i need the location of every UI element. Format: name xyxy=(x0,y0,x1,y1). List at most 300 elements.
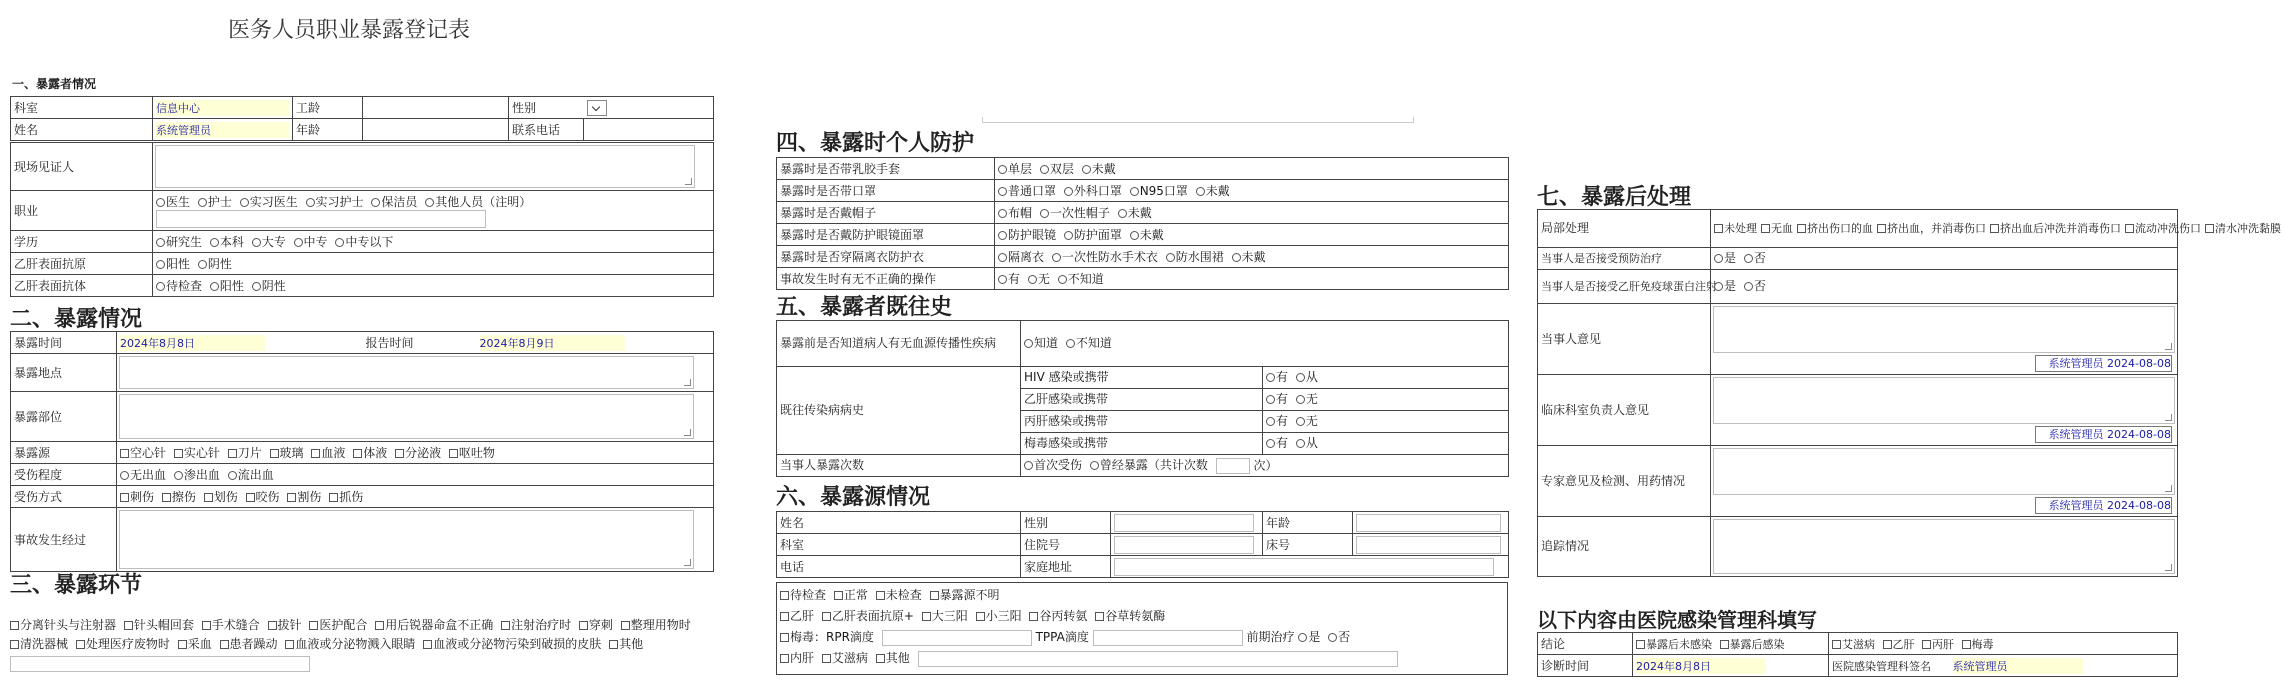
src-gender-input[interactable] xyxy=(1114,514,1254,532)
vaccine-label: 当事人是否接受乙肝免疫球蛋白注射 xyxy=(1538,270,1711,304)
radio-icon xyxy=(210,282,219,291)
exposed-person-table-2 xyxy=(10,142,714,297)
edu-option[interactable]: 中专以下 xyxy=(335,233,393,250)
source-option[interactable]: 玻璃 xyxy=(270,444,304,461)
degree-option[interactable]: 无出血 xyxy=(120,466,166,483)
dept-field[interactable] xyxy=(153,97,293,119)
checkbox-icon xyxy=(501,621,510,630)
history-option[interactable]: 有 xyxy=(1266,414,1288,429)
test-option[interactable]: 正常 xyxy=(834,585,868,606)
test-option[interactable]: 待检查 xyxy=(780,585,826,606)
src-age-label: 年龄 xyxy=(1263,512,1353,534)
checkbox-icon xyxy=(204,493,213,502)
followup-label: 追踪情况 xyxy=(1538,517,1711,577)
checkbox-icon xyxy=(449,449,458,458)
radio-icon xyxy=(198,260,207,269)
test-option[interactable]: 暴露源不明 xyxy=(930,585,1000,606)
dept-head-label: 临床科室负责人意见 xyxy=(1538,375,1711,446)
protection-option[interactable]: 无 xyxy=(1028,270,1050,287)
history-option[interactable]: 从 xyxy=(1296,436,1318,451)
history-table xyxy=(776,320,1509,477)
test-option[interactable]: 乙肝 xyxy=(780,606,814,627)
preventive-option[interactable]: 是 xyxy=(1714,251,1736,266)
local-option[interactable]: 挤出伤口的血 xyxy=(1797,222,1873,236)
tppa-label: TPPA滴度 xyxy=(1035,630,1089,644)
checkbox-icon xyxy=(246,493,255,502)
radio-icon xyxy=(998,187,1007,196)
checkbox-icon xyxy=(228,449,237,458)
step-option[interactable]: 医护配合 xyxy=(309,616,367,635)
count-label: 当事人暴露次数 xyxy=(777,455,1021,477)
sign-label: 医院感染管理科签名 xyxy=(1832,659,1931,673)
protection-options xyxy=(995,180,1509,202)
radio-icon xyxy=(252,282,261,291)
protection-option[interactable]: 防水围裙 xyxy=(1166,248,1224,265)
disease-option[interactable]: 梅毒 xyxy=(1962,636,1994,652)
protection-option[interactable]: 一次性防水手术衣 xyxy=(1052,248,1158,265)
section-1-heading: 一、暴露者情况 xyxy=(12,77,97,91)
local-options xyxy=(1711,210,2281,248)
protection-label: 暴露时是否戴帽子 xyxy=(777,202,995,224)
degree-option[interactable]: 渗出血 xyxy=(174,466,220,483)
time-label: 暴露时间 xyxy=(11,332,117,354)
protection-options xyxy=(995,268,1509,290)
protection-option[interactable]: 未戴 xyxy=(1196,182,1230,199)
job-other-input[interactable] xyxy=(156,210,486,228)
expert-field[interactable] xyxy=(1711,446,2178,517)
age-field[interactable] xyxy=(363,119,509,141)
checkbox-icon xyxy=(1883,640,1892,649)
checkbox-icon xyxy=(922,612,931,621)
result-option[interactable]: 暴露后感染 xyxy=(1720,636,1785,652)
result-label: 结论 xyxy=(1538,633,1633,655)
sign-cell xyxy=(1829,655,2178,677)
test-option[interactable]: 小三阳 xyxy=(976,606,1022,627)
expert-label: 专家意见及检测、用药情况 xyxy=(1538,446,1711,517)
checkbox-icon xyxy=(976,612,985,621)
count-options xyxy=(1021,455,1509,477)
mode-option[interactable]: 割伤 xyxy=(287,488,321,505)
opinion-label: 当事人意见 xyxy=(1538,304,1711,375)
treated-option[interactable]: 是 xyxy=(1298,627,1320,648)
protection-option[interactable]: N95口罩 xyxy=(1130,182,1188,199)
radio-icon xyxy=(1090,461,1099,470)
opinion-textarea[interactable] xyxy=(1713,306,2175,353)
test-option[interactable]: 内肝 xyxy=(780,648,814,669)
followup-field[interactable] xyxy=(1711,517,2178,577)
hbsag-option[interactable]: 阳性 xyxy=(156,255,190,272)
protection-option[interactable]: 双层 xyxy=(1040,160,1074,177)
protection-option[interactable]: 一次性帽子 xyxy=(1040,204,1110,221)
radio-icon xyxy=(1296,395,1305,404)
name-value: 系统管理员 xyxy=(156,122,289,138)
syphilis-option[interactable]: 梅毒：RPR滴度 xyxy=(780,627,874,648)
time-field[interactable] xyxy=(117,332,363,354)
radio-icon xyxy=(1232,253,1241,262)
local-option[interactable]: 挤出血，并消毒伤口 xyxy=(1877,222,1986,236)
phone-field[interactable] xyxy=(584,119,714,141)
checkbox-icon xyxy=(609,640,618,649)
checkbox-icon xyxy=(311,449,320,458)
src-address-input[interactable] xyxy=(1114,558,1494,576)
post-exposure-table xyxy=(1537,209,2281,577)
protection-option[interactable]: 有 xyxy=(998,270,1020,287)
mode-option[interactable]: 擦伤 xyxy=(162,488,196,505)
step-option[interactable]: 采血 xyxy=(178,635,212,654)
test-option[interactable]: 艾滋病 xyxy=(822,648,868,669)
disease-option[interactable]: 丙肝 xyxy=(1922,636,1954,652)
radio-icon xyxy=(998,209,1007,218)
seniority-field[interactable] xyxy=(363,97,509,119)
test-option[interactable]: 其他 xyxy=(876,648,910,669)
protection-option[interactable]: 布帽 xyxy=(998,204,1032,221)
result-options xyxy=(1633,633,1829,655)
checkbox-icon xyxy=(220,640,229,649)
report-value: 2024年8月9日 xyxy=(480,335,625,351)
report-field[interactable] xyxy=(477,332,714,354)
followup-textarea[interactable] xyxy=(1713,519,2175,574)
gender-label: 性别 xyxy=(509,97,584,119)
radio-icon xyxy=(1328,633,1337,642)
test-option[interactable]: 大三阳 xyxy=(922,606,968,627)
witness-field[interactable] xyxy=(153,143,714,191)
dept-head-signature: 系统管理员 2024-08-08 xyxy=(2035,426,2172,443)
process-textarea[interactable] xyxy=(119,510,694,569)
src-age-field[interactable] xyxy=(1353,512,1509,534)
witness-textarea[interactable] xyxy=(155,145,695,188)
count-option[interactable]: 曾经暴露（共计次数 xyxy=(1090,458,1208,473)
step-option[interactable]: 其他 xyxy=(609,635,643,654)
radio-icon xyxy=(998,253,1007,262)
disease-option[interactable]: 乙肝 xyxy=(1883,636,1915,652)
radio-icon xyxy=(306,198,315,207)
src-inpatient-field[interactable] xyxy=(1111,534,1263,556)
checkbox-icon xyxy=(1720,640,1729,649)
job-option[interactable]: 实习护士 xyxy=(306,193,364,210)
step-other-input[interactable] xyxy=(10,656,310,672)
src-bed-field[interactable] xyxy=(1353,534,1509,556)
source-option[interactable]: 血液 xyxy=(311,444,345,461)
treated-option[interactable]: 否 xyxy=(1328,627,1350,648)
checkbox-icon xyxy=(120,493,129,502)
hbsab-option[interactable]: 待检查 xyxy=(156,277,202,294)
source-label: 暴露源 xyxy=(11,442,117,464)
protection-option[interactable]: 隔离衣 xyxy=(998,248,1044,265)
radio-icon xyxy=(1028,275,1037,284)
mode-option[interactable]: 咬伤 xyxy=(246,488,280,505)
step-option[interactable]: 注射治疗时 xyxy=(501,616,571,635)
infection-control-table xyxy=(1537,632,2178,677)
local-option[interactable]: 无血 xyxy=(1761,222,1793,236)
other-input[interactable] xyxy=(918,651,1398,667)
history-item-options xyxy=(1263,389,1509,411)
checkbox-icon xyxy=(2125,224,2134,233)
history-option[interactable]: 有 xyxy=(1266,392,1288,407)
part-label: 暴露部位 xyxy=(11,392,117,442)
history-item-label: 梅毒感染或携带 xyxy=(1021,433,1263,455)
checkbox-icon xyxy=(162,493,171,502)
checkbox-icon xyxy=(780,591,789,600)
step-option[interactable]: 针头帽回套 xyxy=(124,616,194,635)
step-option[interactable]: 血液或分泌物污染到破损的皮肤 xyxy=(423,635,601,654)
q1-option[interactable]: 不知道 xyxy=(1066,336,1112,351)
dept-label: 科室 xyxy=(11,97,153,119)
history-option[interactable]: 有 xyxy=(1266,370,1288,385)
diag-date-field[interactable] xyxy=(1633,655,1829,677)
history-label: 既往传染病病史 xyxy=(777,367,1021,455)
hbsag-options xyxy=(153,253,714,275)
protection-option[interactable]: 防护面罩 xyxy=(1064,226,1122,243)
source-option[interactable]: 体液 xyxy=(353,444,387,461)
step-option[interactable]: 手术缝合 xyxy=(202,616,260,635)
radio-icon xyxy=(210,238,219,247)
radio-icon xyxy=(1082,165,1091,174)
step-option[interactable]: 分离针头与注射器 xyxy=(10,616,116,635)
step-option[interactable]: 患者躁动 xyxy=(220,635,278,654)
radio-icon xyxy=(252,238,261,247)
divider xyxy=(982,117,1414,123)
checkbox-icon xyxy=(930,591,939,600)
protection-option[interactable]: 未戴 xyxy=(1118,204,1152,221)
source-tests xyxy=(776,582,1508,675)
sign-value[interactable]: 系统管理员 xyxy=(1953,658,2083,674)
radio-icon xyxy=(156,282,165,291)
src-bed-input[interactable] xyxy=(1356,536,1501,554)
expert-signature: 系统管理员 2024-08-08 xyxy=(2035,497,2172,514)
report-label: 报告时间 xyxy=(363,332,477,354)
source-option[interactable]: 空心针 xyxy=(120,444,166,461)
source-option[interactable]: 呕吐物 xyxy=(449,444,495,461)
degree-options xyxy=(117,464,714,486)
src-address-field[interactable] xyxy=(1111,556,1509,578)
checkbox-icon xyxy=(1877,224,1886,233)
protection-table xyxy=(776,157,1509,290)
test-option[interactable]: 谷丙转氨 xyxy=(1029,606,1087,627)
radio-icon xyxy=(998,165,1007,174)
radio-icon xyxy=(1266,373,1275,382)
history-option[interactable]: 有 xyxy=(1266,436,1288,451)
radio-icon xyxy=(1296,439,1305,448)
checkbox-icon xyxy=(780,654,789,663)
radio-icon xyxy=(1064,187,1073,196)
checkbox-icon xyxy=(1714,224,1723,233)
result-option[interactable]: 暴露后未感染 xyxy=(1636,636,1712,652)
edu-option[interactable]: 中专 xyxy=(294,233,328,250)
gender-select[interactable] xyxy=(584,97,714,119)
radio-icon xyxy=(198,198,207,207)
page-title: 医务人员职业暴露登记表 xyxy=(228,18,471,43)
checkbox-icon xyxy=(270,449,279,458)
checkbox-icon xyxy=(395,449,404,458)
radio-icon xyxy=(1266,439,1275,448)
degree-label: 受伤程度 xyxy=(11,464,117,486)
witness-label: 现场见证人 xyxy=(11,143,153,191)
protection-label: 事故发生时有无不正确的操作 xyxy=(777,268,995,290)
radio-icon xyxy=(240,198,249,207)
src-bed-label: 床号 xyxy=(1263,534,1353,556)
hbsab-option[interactable]: 阴性 xyxy=(252,277,286,294)
step-option[interactable]: 穿刺 xyxy=(579,616,613,635)
place-field[interactable] xyxy=(117,354,714,392)
dept-head-field[interactable] xyxy=(1711,375,2178,446)
history-item-options xyxy=(1263,367,1509,389)
hbsab-options xyxy=(153,275,714,297)
opinion-field[interactable] xyxy=(1711,304,2178,375)
count-input[interactable] xyxy=(1216,458,1250,474)
edu-option[interactable]: 大专 xyxy=(252,233,286,250)
part-textarea[interactable] xyxy=(119,394,694,439)
local-option[interactable]: 清水冲洗黏膜 xyxy=(2205,222,2281,236)
expert-textarea[interactable] xyxy=(1713,448,2175,495)
checkbox-icon xyxy=(822,612,831,621)
protection-option[interactable]: 外科口罩 xyxy=(1064,182,1122,199)
step-option[interactable]: 清洗器械 xyxy=(10,635,68,654)
local-option[interactable]: 未处理 xyxy=(1714,222,1757,236)
section-7-heading: 七、暴露后处理 xyxy=(1537,185,1692,210)
hbsab-label: 乙肝表面抗体 xyxy=(11,275,153,297)
protection-option[interactable]: 普通口罩 xyxy=(998,182,1056,199)
protection-options xyxy=(995,246,1509,268)
job-option[interactable]: 其他人员（注明） xyxy=(425,193,531,210)
diag-date-value: 2024年8月8日 xyxy=(1636,658,1766,674)
protection-options xyxy=(995,224,1509,246)
vaccine-option[interactable]: 否 xyxy=(1744,279,1766,294)
q1-option[interactable]: 知道 xyxy=(1024,336,1058,351)
disease-option[interactable]: 艾滋病 xyxy=(1832,636,1875,652)
checkbox-icon xyxy=(1922,640,1931,649)
radio-icon xyxy=(425,198,434,207)
job-label: 职业 xyxy=(11,191,153,231)
protection-options xyxy=(995,158,1509,180)
hbsag-option[interactable]: 阴性 xyxy=(198,255,232,272)
local-option[interactable]: 挤出血后冲洗并消毒伤口 xyxy=(1990,222,2121,236)
radio-icon xyxy=(1296,417,1305,426)
protection-label: 暴露时是否带乳胶手套 xyxy=(777,158,995,180)
step-option[interactable]: 拔针 xyxy=(268,616,302,635)
vaccine-option[interactable]: 是 xyxy=(1714,279,1736,294)
checkbox-icon xyxy=(76,640,85,649)
source-option[interactable]: 实心针 xyxy=(174,444,220,461)
history-item-options xyxy=(1263,433,1509,455)
name-field[interactable] xyxy=(153,119,293,141)
tppa-input[interactable] xyxy=(1093,630,1243,646)
step-option[interactable]: 血液或分泌物溅入眼睛 xyxy=(285,635,415,654)
radio-icon xyxy=(1040,209,1049,218)
dept-head-textarea[interactable] xyxy=(1713,377,2175,424)
section-2-heading: 二、暴露情况 xyxy=(10,307,143,332)
radio-icon xyxy=(1118,209,1127,218)
count-option[interactable]: 首次受伤 xyxy=(1024,458,1082,473)
step-option[interactable]: 整理用物时 xyxy=(621,616,691,635)
chevron-down-icon xyxy=(587,100,607,116)
degree-option[interactable]: 流出血 xyxy=(228,466,274,483)
hbsag-label: 乙肝表面抗原 xyxy=(11,253,153,275)
local-option[interactable]: 流动冲洗伤口 xyxy=(2125,222,2201,236)
job-option[interactable]: 护士 xyxy=(198,193,232,210)
rpr-input[interactable] xyxy=(882,630,1032,646)
edu-option[interactable]: 研究生 xyxy=(156,233,202,250)
radio-icon xyxy=(371,198,380,207)
hbsab-option[interactable]: 阳性 xyxy=(210,277,244,294)
source-option[interactable]: 分泌液 xyxy=(395,444,441,461)
section-3-heading: 三、暴露环节 xyxy=(10,573,143,598)
protection-option[interactable]: 未戴 xyxy=(1130,226,1164,243)
job-option[interactable]: 保洁员 xyxy=(371,193,417,210)
history-option[interactable]: 无 xyxy=(1296,414,1318,429)
protection-option[interactable]: 防护眼镜 xyxy=(998,226,1056,243)
src-age-input[interactable] xyxy=(1356,514,1501,532)
edu-option[interactable]: 本科 xyxy=(210,233,244,250)
radio-icon xyxy=(228,471,237,480)
step-option[interactable]: 用后锐器命盒不正确 xyxy=(375,616,493,635)
part-field[interactable] xyxy=(117,392,714,442)
history-option[interactable]: 无 xyxy=(1296,392,1318,407)
history-item-label: HIV 感染或携带 xyxy=(1021,367,1263,389)
protection-option[interactable]: 不知道 xyxy=(1058,270,1104,287)
exposure-step-options xyxy=(10,616,710,673)
radio-icon xyxy=(1052,253,1061,262)
radio-icon xyxy=(1130,187,1139,196)
section-8-heading: 以下内容由医院感染管理科填写 xyxy=(1537,608,1817,632)
test-option[interactable]: 未检查 xyxy=(876,585,922,606)
place-textarea[interactable] xyxy=(119,356,694,389)
process-field[interactable] xyxy=(117,508,714,572)
preventive-option[interactable]: 否 xyxy=(1744,251,1766,266)
protection-option[interactable]: 单层 xyxy=(998,160,1032,177)
radio-icon xyxy=(998,275,1007,284)
checkbox-icon xyxy=(1990,224,1999,233)
q1-options xyxy=(1021,321,1509,367)
checkbox-icon xyxy=(353,449,362,458)
job-option[interactable]: 实习医生 xyxy=(240,193,298,210)
checkbox-icon xyxy=(10,621,19,630)
treated-label: 前期治疗 xyxy=(1246,630,1295,644)
radio-icon xyxy=(1266,395,1275,404)
radio-icon xyxy=(1064,231,1073,240)
checkbox-icon xyxy=(1029,612,1038,621)
source-option[interactable]: 刀片 xyxy=(228,444,262,461)
test-option[interactable]: 乙肝表面抗原+ xyxy=(822,606,914,627)
section-5-heading: 五、暴露者既往史 xyxy=(776,295,953,320)
src-address-label: 家庭地址 xyxy=(1021,556,1111,578)
radio-icon xyxy=(156,238,165,247)
radio-icon xyxy=(174,471,183,480)
radio-icon xyxy=(1714,254,1723,263)
history-option[interactable]: 从 xyxy=(1296,370,1318,385)
job-option[interactable]: 医生 xyxy=(156,193,190,210)
history-item-options xyxy=(1263,411,1509,433)
exposure-table xyxy=(10,331,714,354)
protection-option[interactable]: 未戴 xyxy=(1232,248,1266,265)
mode-option[interactable]: 抓伤 xyxy=(329,488,363,505)
exposure-table-2 xyxy=(10,353,714,572)
src-inpatient-input[interactable] xyxy=(1114,536,1254,554)
exposed-person-table xyxy=(10,96,714,141)
radio-icon xyxy=(1166,253,1175,262)
protection-label: 暴露时是否带口罩 xyxy=(777,180,995,202)
test-option[interactable]: 谷草转氨酶 xyxy=(1095,606,1165,627)
mode-option[interactable]: 划伤 xyxy=(204,488,238,505)
checkbox-icon xyxy=(621,621,630,630)
step-option[interactable]: 处理医疗废物时 xyxy=(76,635,170,654)
src-gender-field[interactable] xyxy=(1111,512,1263,534)
mode-option[interactable]: 刺伤 xyxy=(120,488,154,505)
diag-date-label: 诊断时间 xyxy=(1538,655,1633,677)
checkbox-icon xyxy=(178,640,187,649)
source-options xyxy=(117,442,714,464)
protection-option[interactable]: 未戴 xyxy=(1082,160,1116,177)
history-item-label: 丙肝感染或携带 xyxy=(1021,411,1263,433)
